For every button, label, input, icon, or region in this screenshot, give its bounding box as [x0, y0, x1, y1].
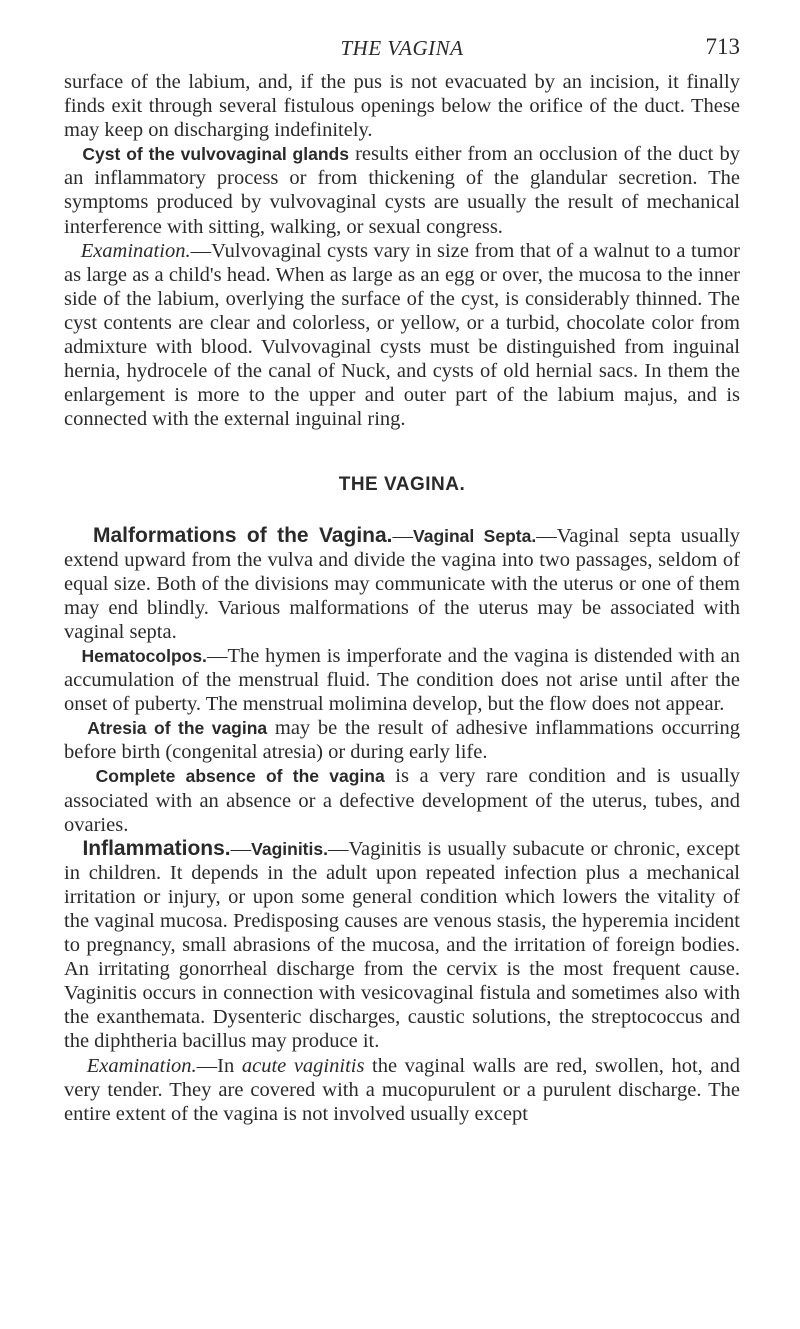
runin-heading-absence: Complete absence of the vagina	[95, 766, 385, 787]
paragraph-abscess-continuation: surface of the labium, and, if the pus is not evacuated by an incision, it finally finds exit through several fistulous openings below the orifice of the duct. These may keep on discharging indefinitely.	[64, 71, 740, 142]
paragraph-cyst: Cyst of the vulvovaginal glands results either from an occlusion of the duct by an inflammatory process or from thickening of the glandular secretion. The symptoms produced by vulvovaginal cysts are usually the result of mechanical interference with sitting, walking, or sexual congress.	[64, 143, 740, 238]
runin-heading-examination-2: Examination.	[86, 1054, 197, 1077]
running-title: THE VAGINA	[340, 36, 464, 60]
paragraph-inflammations: Inflammations.—Vaginitis.—Vaginitis is usually subacute or chronic, except in children. It depends in the adult upon repeated infection plus a mechanical irritation or injury, or upon some general condition which lowers the vitality of the vaginal mucosa. Predisposing causes are venous stasis, the hyperemia incident to pregnancy, small abrasions of the mucosa, and the irritation of foreign bodies. An irritating gonorrheal discharge from the cervix is the most frequent cause. Vaginitis occurs in connection with vesicovaginal fistula and sometimes also with the exanthemata. Dysenteric discharges, caustic solutions, the streptococcus and the diphtheria bacillus may produce it.	[64, 836, 740, 1053]
paragraph-atresia: Atresia of the vagina may be the result of adhesive inflammations occurring before birth (congenital atresia) or during early life.	[64, 717, 740, 764]
running-head	[64, 30, 740, 66]
page-number: 713	[705, 34, 740, 59]
runin-subheading-vaginitis: Vaginitis.	[251, 838, 328, 859]
section-heading: THE VAGINA.	[338, 474, 466, 496]
runin-heading-hematocolpos: Hematocolpos.	[81, 645, 207, 666]
paragraph-examination-cyst: Examination.—Vulvovaginal cysts vary in size from that of a walnut to a tumor as large as a child's head. When as large as an egg or over, the mucosa to the inner side of the labium, overlying the surface of the cyst, is considerably thinned. The cyst contents are clear and colorless, or yellow, or a turbid, chocolate color from admixture with blood. Vulvovaginal cysts must be distinguished from inguinal hernia, hydrocele of the canal of Nuck, and cysts of old hernial sacs. In them the enlargement is more to the upper and outer part of the labium majus, and is connected with the external inguinal ring.	[64, 239, 740, 431]
runin-heading-examination: Examination.	[80, 239, 191, 262]
paragraph-absence: Complete absence of the vagina is a very rare condition and is usually associated with an absence or a defective development of the uterus, tubes, and ovaries.	[64, 765, 741, 836]
paragraph-hematocolpos: Hematocolpos.—The hymen is imperforate and the vagina is distended with an accumulation of the menstrual fluid. The condition does not arise until after the onset of puberty. The menstrual molimina develop, but the flow does not appear.	[64, 644, 740, 716]
paragraph-malformations: Malformations of the Vagina.—Vaginal Septa.—Vaginal septa usually extend upward from the vulva and divide the vagina into two passages, seldom of equal size. Both of the divisions may communicate with the uterus or one of them may end blindly. Various malformations of the uterus may be associated with vaginal septa.	[64, 523, 740, 643]
runin-heading-cyst: Cyst of the vulvovaginal glands	[82, 144, 349, 165]
runin-subheading-vaginal-septa: Vaginal Septa.	[413, 525, 537, 546]
runin-heading-malformations: Malformations of the Vagina.	[93, 523, 393, 547]
paragraph-examination-vaginitis: Examination.—In acute vaginitis the vaginal walls are red, swollen, hot, and very tender. They are covered with a mucopurulent or a purulent discharge. The entire extent of the vagina is not involved usually except	[64, 1054, 740, 1125]
italic-acute-vaginitis: acute vaginitis	[241, 1054, 365, 1077]
runin-heading-atresia: Atresia of the vagina	[87, 718, 268, 739]
runin-heading-inflammations: Inflammations.	[82, 836, 231, 860]
body-text	[64, 70, 740, 1126]
